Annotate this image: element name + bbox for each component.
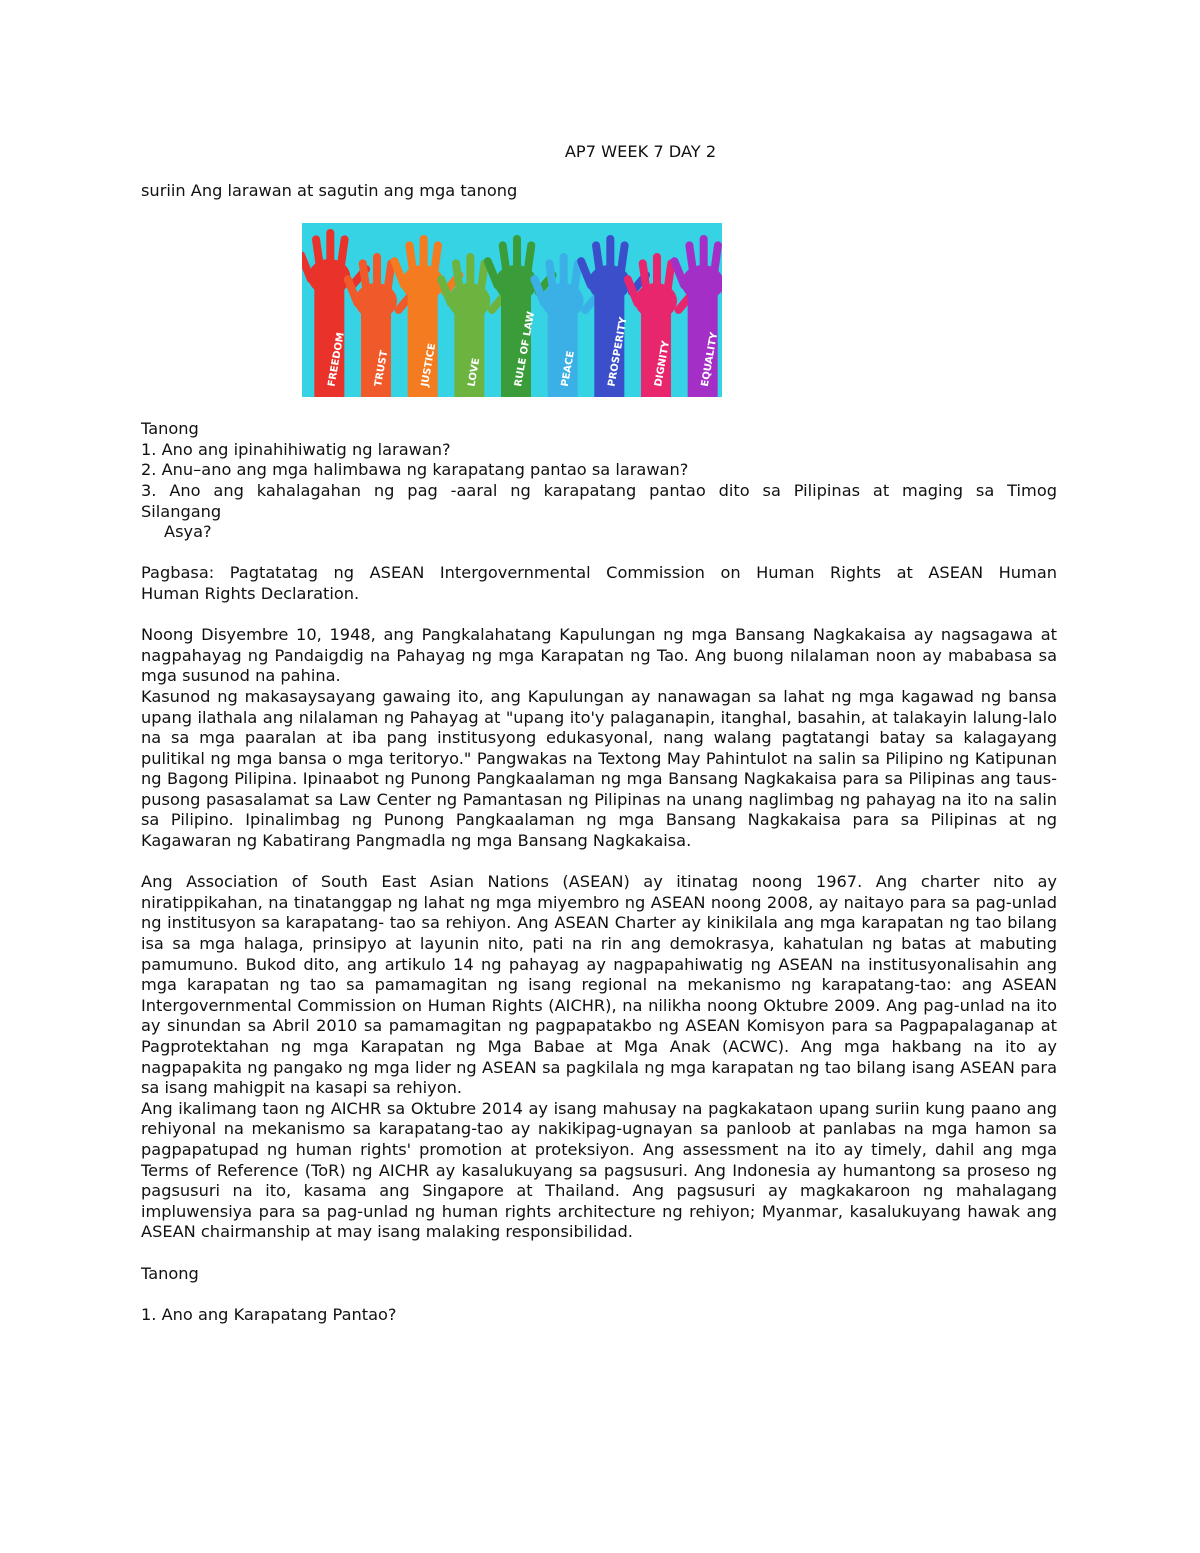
spacer: [141, 543, 1057, 564]
reading-heading-line-2: Human Rights Declaration.: [141, 583, 360, 603]
reading-paragraph-4: Ang ikalimang taon ng AICHR sa Oktubre 2014 ay isang mahusay na pagkakataon upang suriin kung paano ang rehiyonal na mekanismo sa karapatang-tao ay nakikipag-ugnayan sa panloob at panlabas na mga hamon sa pagpapatupad ng human rights' promotion at proteksiyon. Ang assessment na ito ay timely, dahil ang mga Terms of Reference (ToR) ng AICHR ay kasalukuyang sa pagsusuri. Ang Indonesia ay humantong sa proseso ng pagsusuri na ito, kasama ang Singapore at Thailand. Ang pagsusuri ay magkakaroon ng mahalagang impluwensiya para sa pag-unlad ng human rights architecture ng rehiyon; Myanmar, kasalukuyang hawak ang ASEAN chairmanship at may isang malaking responsibilidad.: [141, 1098, 1057, 1242]
hand-label: PROSPERITY: [606, 316, 630, 388]
hand-rule-of-law: [483, 235, 559, 397]
question-1: 1. Ano ang ipinahihiwatig ng larawan?: [141, 439, 451, 459]
reading-paragraph-2: Kasunod ng makasaysayang gawaing ito, ang Kapulungan ay nanawagan sa lahat ng mga kagawad ng bansa upang ilathala ang nilalaman ng Pahayag at "upang ito'y palaganapin, itanghal, basahin, at talakayin lalung-lalo na sa mga paaralan at iba pang institusyong edukasyonal, nang walang pagtatangi batay sa kalagayang pulitikal ng mga bansa o mga teritoryo." Pangwakas na Textong May Pahintulot na salin sa Pilipino ng Katipunan ng Bagong Pilipina. Ipinaabot ng Punong Pangkaalaman ng mga Bansang Nagkakaisa para sa Pilipinas ang taus- pusong pasasalamat sa Law Center ng Pamantasan ng Pilipinas na unang naglimbag ng pahayag na ito na salin sa Pilipino. Ipinalimbag ng Punong Pangkaalaman ng mga Bansang Nagkakaisa para sa Pilipinas at ng Kagawaran ng Kabatirang Pangmadla ng mga Bansang Nagkakaisa.: [141, 686, 1057, 851]
question-3-line-1: 3. Ano ang kahalagahan ng pag -aaral ng karapatang pantao dito sa Pilipinas at maging sa Timog: [141, 480, 1057, 500]
reading-paragraph-3: Ang Association of South East Asian Nations (ASEAN) ay itinatag noong 1967. Ang charter nito ay niratippikahan, na tinatanggap ng lahat ng mga miyembro ng ASEAN noong 2008, ay naitayo para sa pag-unlad ng institusyon sa karapatang- tao sa rehiyon. Ang ASEAN Charter ay kinikilala ang mga karapatan ng tao bilang isa sa mga halaga, prinsipyo at layunin nito, pati na rin ang demokrasya, kahatulan ng batas at mabuting pamumuno. Bukod dito, ang artikulo 14 ng pahayag ay nagpapahiwatig ng ASEAN na institusyonalisahin ang mga karapatan ng tao sa pamamagitan ng isang regional na mekanismo ng karapatang-tao: ang ASEAN Intergovernmental Commission on Human Rights (AICHR), na nilikha noong Oktubre 2009. Ang pag-unlad na ito ay sinundan sa Abril 2010 sa pamamagitan ng pagpapatakbo ng ASEAN Komisyon para sa Pagpapalaganap at Pagprotektahan ng mga Karapatan ng Mga Babae at Mga Anak (ACWC). Ang mga hakbang na ito ay nagpapakita ng pangako ng mga lider ng ASEAN sa pagkilala ng mga karapatan ng tao bilang isang ASEAN para sa isang mahigpit na kasapi sa rehiyon.: [141, 872, 1057, 1098]
questions-heading: Tanong: [141, 419, 199, 439]
document-page: [141, 138, 1057, 1325]
hand-justice: [389, 235, 465, 397]
spacer: [141, 605, 1057, 626]
hand-label: FREEDOM: [326, 331, 347, 388]
spacer: [141, 1243, 1057, 1264]
spacer: [141, 852, 1057, 873]
hand-label: TRUST: [373, 349, 391, 388]
hand-label: EQUALITY: [699, 331, 721, 388]
hand-label: PEACE: [559, 350, 577, 388]
instruction-text: suriin Ang larawan at sagutin ang mga tanong: [141, 180, 518, 200]
hand-equality: [669, 235, 722, 397]
hand-prosperity: [576, 235, 652, 397]
question-2: 2. Anu–ano ang mga halimbawa ng karapatang pantao sa larawan?: [141, 460, 689, 480]
reading-paragraph-1: Noong Disyembre 10, 1948, ang Pangkalahatang Kapulungan ng mga Bansang Nagkakaisa ay nagsagawa at nagpahayag ng Pandaigdig na Pahayag ng mga Karapatan ng Tao. Ang buong nilalaman noon ay mababasa sa mga susunod na pahina.: [141, 625, 1057, 686]
question-3-line-2: Silangang: [141, 501, 222, 521]
hand-label: RULE OF LAW: [513, 310, 538, 388]
hand-label: JUSTICE: [419, 342, 439, 388]
reading-heading-line-1: Pagbasa: Pagtatatag ng ASEAN Intergovernmental Commission on Human Rights at ASEAN Human: [141, 563, 1057, 583]
human-rights-hands-image: [302, 223, 722, 397]
hands-illustration: [302, 223, 722, 397]
spacer: [141, 1284, 1057, 1305]
questions-heading-2: Tanong: [141, 1263, 199, 1283]
hand-label: DIGNITY: [653, 340, 673, 388]
document-title: AP7 WEEK 7 DAY 2: [564, 142, 717, 161]
question-karapatang-pantao: 1. Ano ang Karapatang Pantao?: [141, 1304, 397, 1324]
hand-label: LOVE: [466, 357, 483, 388]
question-3-line-3: Asya?: [164, 522, 212, 542]
